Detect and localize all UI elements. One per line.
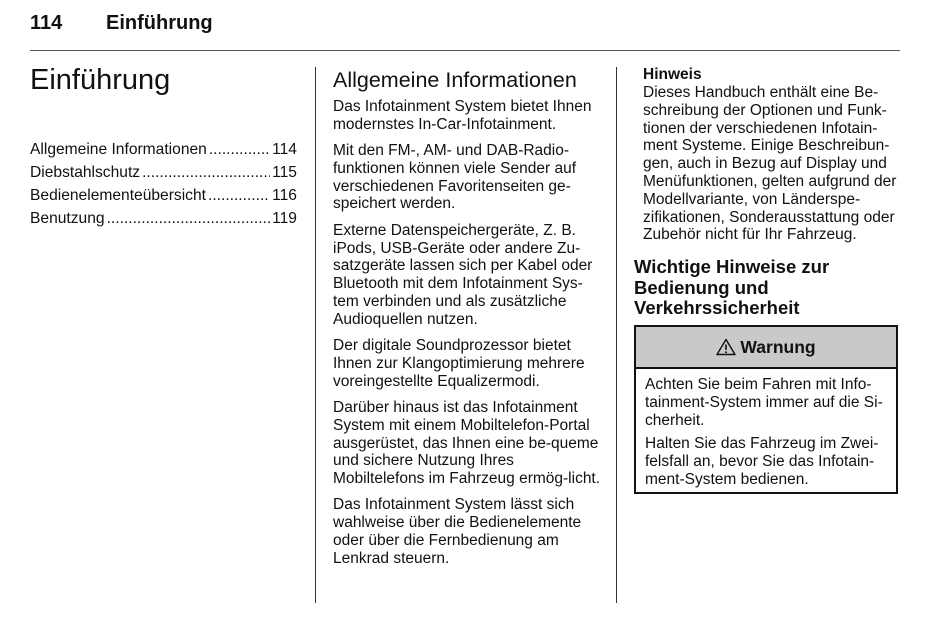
toc-page: 114 <box>272 141 297 158</box>
body-paragraph: Externe Datenspeichergeräte, Z. B. iPods, USB-Geräte oder andere Zu-satzgeräte lassen sich per Kabel oder Bluetooth mit dem Infotainment Sys-tem verbinden und als zusätzliche Audioquellen nutzen. <box>333 221 593 328</box>
page-number: 114 <box>30 12 63 34</box>
toc-page: 115 <box>272 164 297 181</box>
warning-body <box>636 369 896 489</box>
page-header <box>30 12 213 35</box>
warning-title: Warnung <box>740 336 816 357</box>
note-text: Dieses Handbuch enthält eine Be-schreibung der Optionen und Funk-tionen der verschiedenen Infotain-ment Systeme. Einige Beschreibun-gen, auch in Bezug auf Display und Menüfunktionen, gelten aufgrund der Modellvariante, von Länderspe-zifikationen, Sonderausstattung oder Zubehör nicht für Ihr Fahrzeug. <box>643 84 897 244</box>
warning-triangle-icon <box>716 338 736 356</box>
body-paragraph: Das Infotainment System bietet Ihnen modernstes In-Car-Infotainment. <box>333 98 592 133</box>
chapter-title: Einführung <box>106 12 213 34</box>
toc-leader-dots <box>107 210 271 228</box>
general-info-heading: Allgemeine Informationen <box>333 68 577 92</box>
notes-column <box>634 66 903 318</box>
general-info-column <box>333 66 603 576</box>
body-paragraph: Der digitale Soundprozessor bietet Ihnen zur Klangoptimierung mehrere voreingestellte Equalizermodi. <box>333 337 585 390</box>
body-paragraph: Mit den FM-, AM- und DAB-Radio-funktionen können viele Sender auf verschiedenen Favoritenseiten ge-speichert werden. <box>333 142 577 213</box>
header-divider <box>30 50 900 51</box>
warning-paragraph: Halten Sie das Fahrzeug im Zwei-felsfall an, bevor Sie das Infotain-ment-System bedienen. <box>645 435 879 488</box>
section-title: Einführung <box>30 64 171 96</box>
note-title: Hinweis <box>643 66 702 83</box>
toc-leader-dots <box>209 141 270 159</box>
toc-leader-dots <box>208 187 270 205</box>
toc-label: Bedienelementeübersicht <box>30 187 206 204</box>
body-paragraph: Das Infotainment System lässt sich wahlweise über die Bedienelemente oder über die Fernbedienung am Lenkrad steuern. <box>333 496 582 567</box>
column-divider-right <box>616 67 617 603</box>
toc-entry[interactable] <box>30 187 297 210</box>
body-paragraph: Darüber hinaus ist das Infotainment System mit einem Mobiltelefon-Portal ausgerüstet, das Ihnen eine be-queme und sichere Nutzung Ihres Mobiltelefons im Fahrzeug ermög-licht. <box>333 398 601 488</box>
warning-paragraph: Achten Sie beim Fahren mit Info-tainment-System immer auf die Si-cherheit. <box>645 376 883 429</box>
warning-header <box>636 327 896 369</box>
column-divider-left <box>315 67 316 603</box>
toc-entry[interactable] <box>30 141 297 164</box>
toc-leader-dots <box>142 164 270 182</box>
toc-label: Diebstahlschutz <box>30 164 141 181</box>
warning-box <box>634 325 898 494</box>
toc-page: 119 <box>272 210 297 227</box>
toc-page: 116 <box>272 187 297 204</box>
toc-entry[interactable] <box>30 210 297 233</box>
toc-entry[interactable] <box>30 164 297 187</box>
toc-label: Allgemeine Informationen <box>30 141 207 158</box>
table-of-contents <box>30 141 297 233</box>
toc-label: Benutzung <box>30 210 105 227</box>
safety-heading: Wichtige Hinweise zur Bedienung und Verkehrssicherheit <box>634 256 830 318</box>
